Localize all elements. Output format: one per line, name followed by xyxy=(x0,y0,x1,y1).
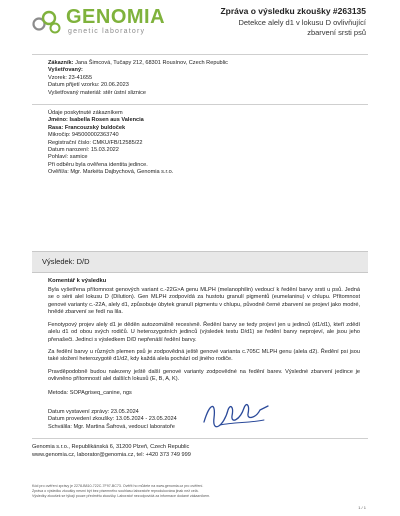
result-text: Výsledek: D/D xyxy=(42,257,90,266)
customer-value: Jana Šimcová, Tučapy 212, 68301 Rousínov, Czech Republic xyxy=(75,60,228,66)
breed-value: Francouzský buldoček xyxy=(64,124,126,131)
result-box xyxy=(32,251,368,273)
verification-code-note: Kód pro ověření zprávy je 2278-B810-722C-7F97-BC73. Ověřit ho můžete na www.genomia.cz pro ověření. xyxy=(32,484,204,488)
footer-address xyxy=(32,444,191,459)
sample-material: Vyšetřovaný materiál: stěr ústní sliznice xyxy=(48,89,147,96)
microchip: Mikročip: 945000002363740 xyxy=(48,132,119,139)
issue-date: Datum vystavení zprávy: 23.05.2024 xyxy=(48,409,139,415)
comment-paragraph-2: Fenotypový projev alely d1 je děděn autozomálně recesivně. Ředění barvy se tedy projeví jen u jedinců (d1/d1), kteří zdědí alelu d1 od obou svých rodičů. U heterozygotních jedinců (výsledek testu D/d1) se ředění barvy neprojeví, ale jsou jeho přenašeči. Jedinci s výsledkem D/D nepřenáší ředění barvy. xyxy=(48,322,360,343)
customer-block xyxy=(48,60,360,97)
dates-block xyxy=(48,409,360,431)
verified-by: Ověřil/a: Mgr. Markéta Dajbychová, Genomia s.r.o. xyxy=(48,169,174,176)
sample-received-date: Datum přijetí vzorku: 20.06.2023 xyxy=(48,82,129,89)
animal-name: Isabella Rosen aus Valencia xyxy=(69,117,144,124)
birth-date: Datum narození: 15.03.2022 xyxy=(48,147,119,154)
company-contact: www.genomia.cz, laborator@genomia.cz, tel: +420 373 749 999 xyxy=(32,451,191,458)
logo-name: GENOMIA xyxy=(66,6,166,28)
footer-divider xyxy=(32,438,368,439)
examined-label: Vyšetřovaný: xyxy=(48,67,83,74)
test-dates: Datum provedení zkoušky: 13.05.2024 - 23.05.2024 xyxy=(48,416,177,423)
method-line xyxy=(48,390,360,397)
comment-paragraph-1: Byla vyšetřena přítomnost genových variant c.-22G>A genu MLPH (melanophilin) vedoucí k ředění barvy srsti u psů. Jedná se o sérii alel lokusu D (Dilution). Gen MLPH zodpovídá za hustotu granulí pigmentů (eumelaninu) v chlupu. Přítomnost genové varianty c.-22A, alely d1, způsobuje úbytek granulí pigmentu v chlupu, původně černé zbarvení se projeví jako modré, hnědé zbarvení se ředí na lila. xyxy=(48,287,360,316)
reproduction-note: Zpráva o výsledku zkoušky nesmí být bez písemného souhlasu laboratoře reprodukována jinak než celá. xyxy=(32,489,199,493)
logo-tagline: genetic laboratory xyxy=(68,28,146,35)
animal-sex: Pohlaví: samice xyxy=(48,154,88,161)
animal-heading: Údaje poskytnuté zákazníkem xyxy=(48,110,123,116)
report-title: Zpráva o výsledku zkoušky #263135 xyxy=(220,6,366,16)
registration-number: Registrační číslo: CMKU/FB/12585/22 xyxy=(48,139,143,146)
comment-paragraph-4: Pravděpodobně budou nalezeny ještě další genové varianty zodpovědné na ředění barev. Výsledné zbarvení jedince je ovlivněno přítomností alel dalších lokusů (E, B, A, K). xyxy=(48,369,360,383)
sample-id: Vzorek: 23-41655 xyxy=(48,74,93,81)
method-text: Metoda: SOPAgriseq_canine, ngs xyxy=(48,390,132,396)
company-address: Genomia s.r.o., Republikánská 6, 31200 Plzeň, Czech Republic xyxy=(32,444,190,450)
genomia-logo-icon xyxy=(32,8,62,36)
section-divider xyxy=(32,104,368,105)
animal-block xyxy=(48,110,360,177)
fine-print xyxy=(32,484,210,499)
genomia-logo xyxy=(32,6,182,40)
animal-name-label: Jméno: xyxy=(48,117,68,124)
identity-note: Při odběru byla ověřena identita jedince. xyxy=(48,161,148,168)
header-divider xyxy=(32,54,368,55)
liability-note: Výsledky zkoušek se týkají pouze předmětu zkoušky. Laboratoř nezodpovídá za informace dodané zákazníkem. xyxy=(32,494,211,498)
page-number: 1 / 1 xyxy=(358,505,366,510)
customer-label: Zákazník: xyxy=(48,60,74,66)
comment-heading: Komentář k výsledku xyxy=(48,278,107,284)
comment-paragraph-3: Za ředění barvy u různých plemen psů je zodpovědná ještě genové varianta c.705C MLPH genu (alela d2). Ředění psi jsou také složení heterozygotě d1/d2, kdy každá alela pochází od jiného rodiče. xyxy=(48,349,360,363)
breed-label: Rasa: xyxy=(48,124,64,131)
approved-by: Schválila: Mgr. Martina Šafrová, vedoucí laboratoře xyxy=(48,423,175,430)
report-subtitle: Detekce alely d1 v lokusu D ovlivňující zbarvení srsti psů xyxy=(238,18,366,37)
